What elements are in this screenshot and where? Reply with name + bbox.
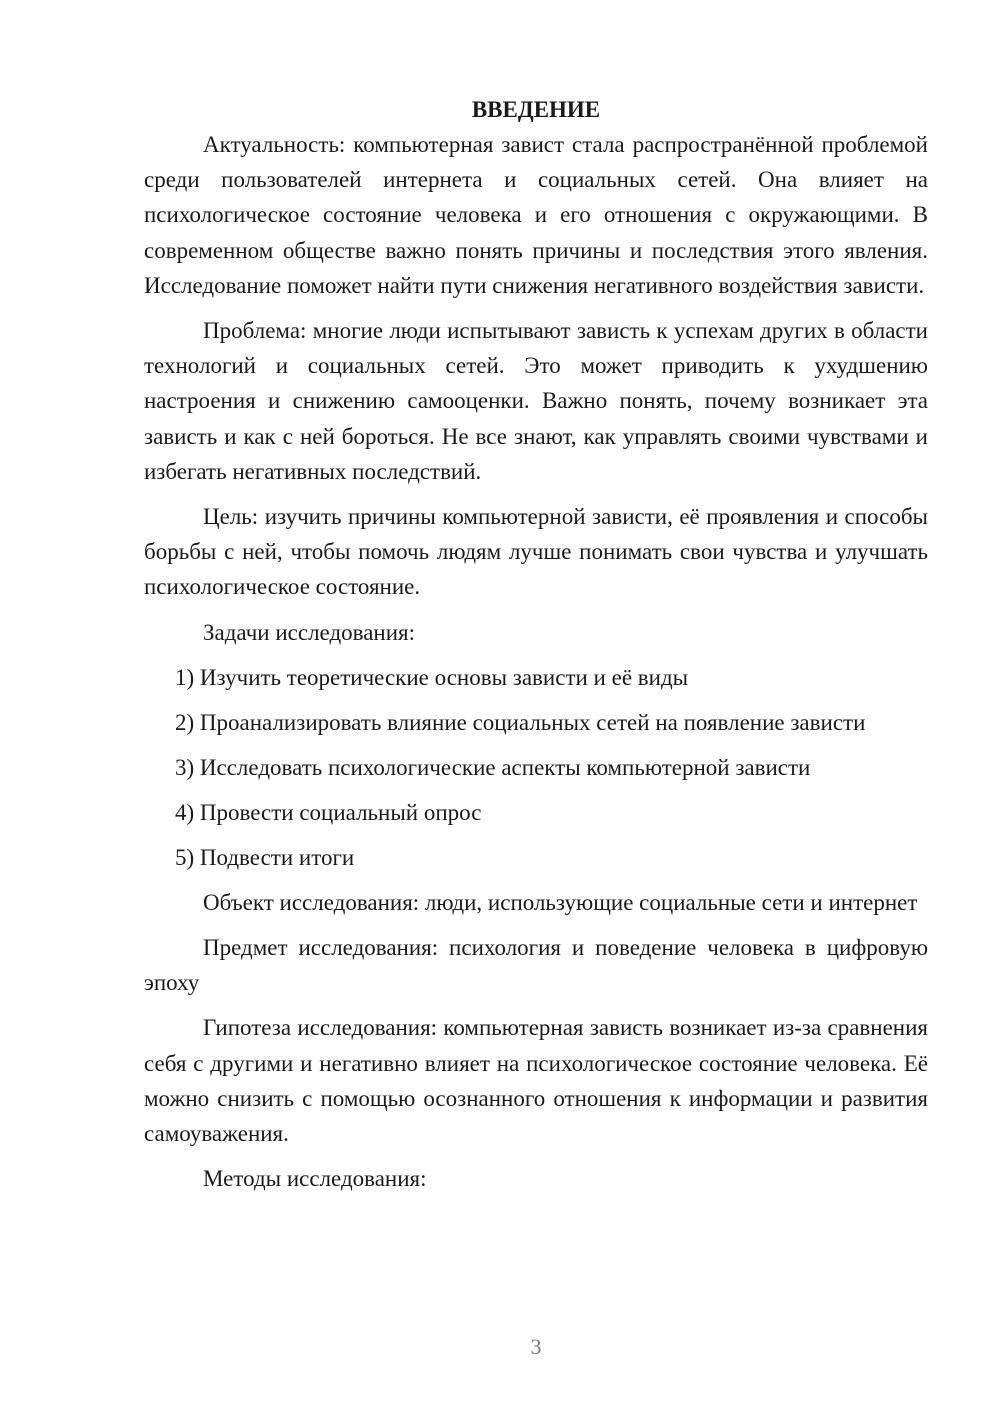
- goal-paragraph: Цель: изучить причины компьютерной зависти, её проявления и способы борьбы с ней, чтобы помочь людям лучше понимать свои чувства и улучшать психологическое состояние.: [144, 504, 928, 600]
- page-number: 3: [530, 1334, 542, 1359]
- subject-paragraph: Предмет исследования: психология и поведение человека в цифровую эпоху: [144, 935, 928, 996]
- document-page: [144, 92, 928, 1196]
- tasks-heading: Задачи исследования:: [203, 619, 416, 645]
- list-item: 4) Провести социальный опрос: [175, 799, 482, 825]
- hypothesis-paragraph: Гипотеза исследования: компьютерная зависть возникает из-за сравнения себя с другими и негативно влияет на психологическое состояние человека. Её можно снизить с помощью осознанного отношения к информации и развития самоуважения.: [144, 1015, 928, 1147]
- tasks-list: [144, 660, 928, 875]
- list-item: 1) Изучить теоретические основы зависти и её виды: [175, 664, 689, 690]
- list-item: 3) Исследовать психологические аспекты компьютерной зависти: [175, 754, 811, 780]
- problem-paragraph: Проблема: многие люди испытывают зависть к успехам других в области технологий и социальных сетей. Это может приводить к ухудшению настроения и снижению самооценки. Важно понять, почему возникает эта зависть и как с ней бороться. Не все знают, как управлять своими чувствами и избегать негативных последствий.: [144, 318, 928, 484]
- methods-heading: Методы исследования:: [203, 1166, 427, 1192]
- object-paragraph: Объект исследования: люди, использующие социальные сети и интернет: [203, 889, 918, 915]
- page-title: ВВЕДЕНИЕ: [471, 97, 601, 122]
- relevance-paragraph: Актуальность: компьютерная завист стала распространённой проблемой среди пользователей интернета и социальных сетей. Она влияет на психологическое состояние человека и его отношения с окружающими. В современном обществе важно понять причины и последствия этого явления. Исследование поможет найти пути снижения негативного воздействия зависти.: [144, 132, 928, 298]
- list-item: 2) Проанализировать влияние социальных сетей на появление зависти: [175, 709, 866, 735]
- list-item: 5) Подвести итоги: [175, 844, 355, 870]
